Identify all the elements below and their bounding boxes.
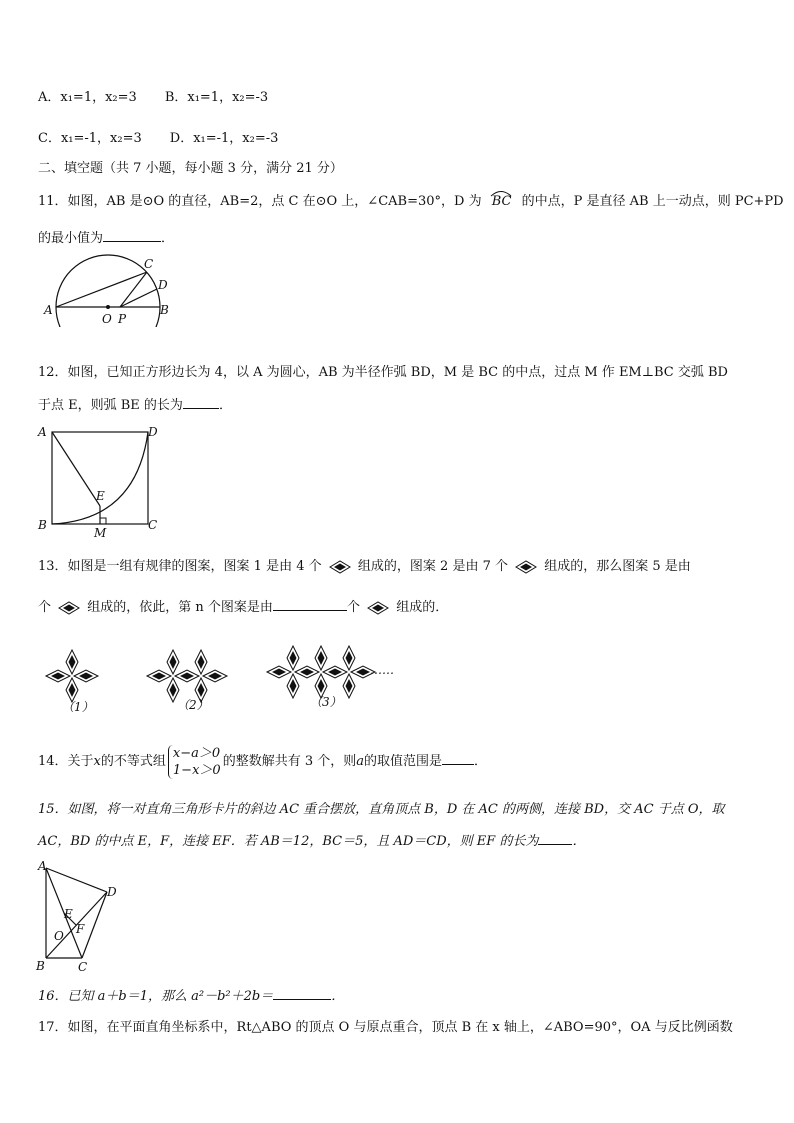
pattern-ellipsis: …… xyxy=(370,663,394,677)
pattern-1 xyxy=(46,650,98,702)
q13-pattern-figure xyxy=(40,638,420,718)
q16-line: 16．已知 a＋b＝1，那么 a²－b²＋2b＝ ． xyxy=(38,989,345,1004)
q11-label-d: D xyxy=(158,278,168,292)
q13-line-1: 13．如图是一组有规律的图案，图案 1 是由 4 个 组成的，图案 2 是由 7 个 组成的，那么图案 5 是由 xyxy=(38,559,691,574)
q13-answer-blank xyxy=(273,598,347,611)
option-b: B．x₁=1，x₂=-3 xyxy=(164,90,269,105)
diamond-tile-icon xyxy=(515,560,537,574)
q12-label-c: C xyxy=(148,518,158,532)
q11-label-c: C xyxy=(144,257,154,271)
q11-figure xyxy=(38,252,173,327)
q16-answer-blank xyxy=(273,987,331,1000)
q13-line-2: 个 组成的，依此，第 n 个图案是由 个 组成的． xyxy=(38,600,449,615)
q12-figure xyxy=(36,422,166,540)
inequality-system: x−a＞0 1−x＞0 xyxy=(168,745,221,779)
q11-label-o: O xyxy=(102,312,112,326)
options-row-2 xyxy=(38,130,278,148)
q15-line-2: AC，BD 的中点 E，F，连接 EF．若 AB＝12，BC＝5，且 AD＝CD，则 EF 的长为 ． xyxy=(38,834,586,849)
pattern-3 xyxy=(267,646,375,698)
q15-label-e: E xyxy=(64,907,73,921)
q14-line: 14．关于x的不等式组 x−a＞0 1−x＞0 的整数解共有 3 个，则a的取值范围是 ． xyxy=(38,745,488,778)
section-title: 二、填空题（共 7 小题，每小题 3 分，满分 21 分） xyxy=(38,161,343,176)
q11-label-a: A xyxy=(44,303,53,317)
diamond-tile-icon xyxy=(367,601,389,615)
q12-line-2: 于点 E，则弧 BE 的长为 ． xyxy=(38,398,232,413)
option-d: D．x₁=-1，x₂=-3 xyxy=(169,131,279,146)
option-c: C．x₁=-1，x₂=3 xyxy=(38,131,142,146)
q12-label-a: A xyxy=(38,425,47,439)
q11-arc-bc: BC xyxy=(492,193,512,211)
q12-label-b: B xyxy=(38,518,47,532)
q12-label-d: D xyxy=(148,425,158,439)
arc-mark-icon xyxy=(490,189,512,197)
diamond-tile-icon xyxy=(329,560,351,574)
pattern-2 xyxy=(147,650,227,702)
q15-label-a: A xyxy=(38,859,47,873)
q11-label-p: P xyxy=(118,312,127,326)
q14-answer-blank xyxy=(442,752,474,765)
q11-line-2: 的最小值为 ． xyxy=(38,231,175,246)
option-a: A．x₁=1，x₂=3 xyxy=(38,90,137,105)
q15-label-d: D xyxy=(107,885,117,899)
q15-figure xyxy=(34,858,126,976)
q17-line: 17．如图，在平面直角坐标系中，Rt△ABO 的顶点 O 与原点重合，顶点 B 在 x 轴上，∠ABO=90°，OA 与反比例函数 xyxy=(38,1020,733,1035)
q15-label-o: O xyxy=(54,929,64,943)
q11-label-b: B xyxy=(160,303,169,317)
q11-line-1: 11．如图，AB 是⊙O 的直径，AB=2，点 C 在⊙O 上，∠CAB=30°，D 为 BC 的中点，P 是直径 AB 上一动点，则 PC+PD xyxy=(38,193,784,211)
q15-label-b: B xyxy=(36,959,45,973)
q15-label-c: C xyxy=(78,960,88,974)
diamond-tile-icon xyxy=(58,601,80,615)
q12-label-m: M xyxy=(94,526,107,540)
q12-answer-blank xyxy=(183,396,219,409)
q12-line-1: 12．如图，已知正方形边长为 4，以 A 为圆心，AB 为半径作弧 BD，M 是 BC 的中点，过点 M 作 EM⊥BC 交弧 BD xyxy=(38,365,728,380)
pattern-3-caption: （3） xyxy=(310,695,342,709)
pattern-2-caption: （2） xyxy=(177,698,209,712)
options-row-1 xyxy=(38,89,268,107)
q11-answer-blank xyxy=(103,229,161,242)
q15-label-f: F xyxy=(76,922,85,936)
q15-answer-blank xyxy=(538,832,572,845)
q12-label-e: E xyxy=(96,489,105,503)
q15-line-1: 15．如图，将一对直角三角形卡片的斜边 AC 重合摆放，直角顶点 B，D 在 AC 的两侧，连接 BD，交 AC 于点 O，取 xyxy=(38,802,725,817)
pattern-1-caption: （1） xyxy=(62,700,94,714)
